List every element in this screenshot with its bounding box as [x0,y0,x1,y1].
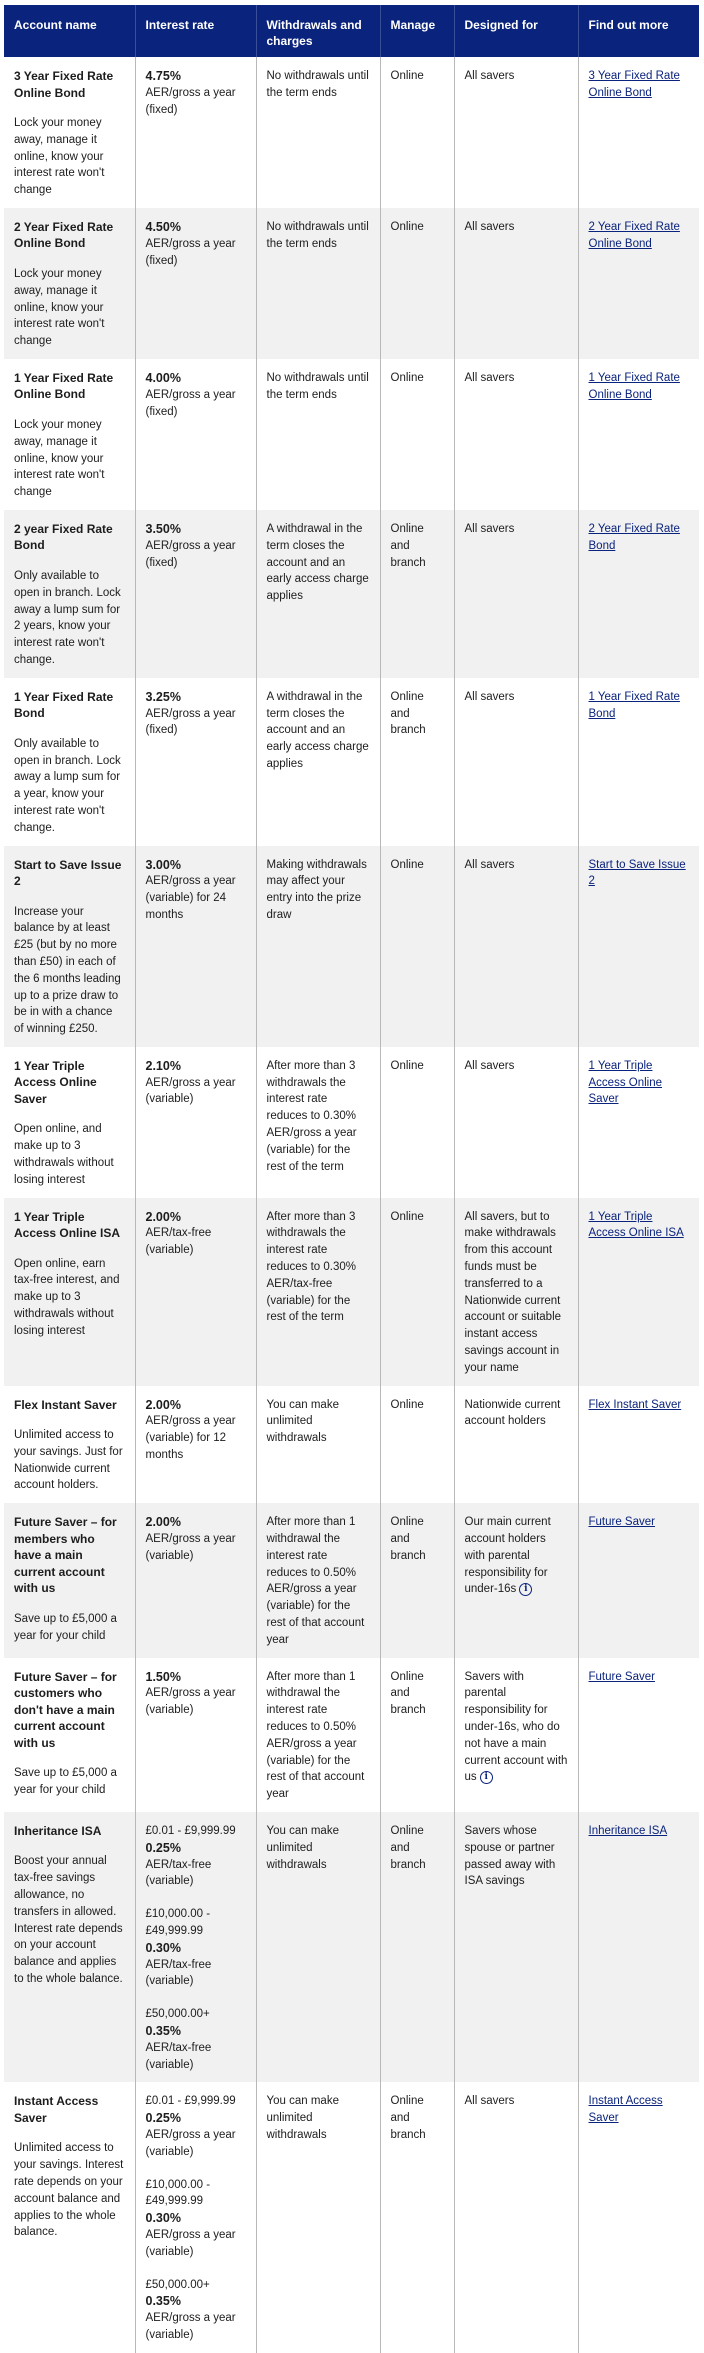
rate-tier [146,857,246,924]
account-name: 1 Year Triple Access Online ISA [14,1209,121,1241]
manage-cell [380,1198,454,1386]
table-row [4,57,699,208]
rate-terms: AER/gross a year (fixed) [145,237,236,267]
withdrawals-text: After more than 3 withdrawals the interest rate reduces to 0.30% AER/gross a year (variable) for the rest of the term [266,1059,357,1173]
rate-terms: AER/tax-free (variable) [145,1958,212,1988]
designed-for-cell [454,359,578,510]
interest-rate-cell [135,57,256,208]
rate-terms: AER/tax-free (variable) [145,1227,212,1257]
table-body [4,57,699,2353]
manage-cell [380,359,454,510]
rate-balance-band: £10,000.00 - £49,999.99 [145,1908,211,1937]
account-description: Only available to open in branch. Lock away a lump sum for 2 years, know your interest rate won't change. [14,569,121,666]
withdrawals-cell [256,359,380,510]
designed-for-text: All savers [464,1059,515,1072]
account-description: Increase your balance by at least £25 (but by no more than £50) in each of the 6 months leading up to a prize draw to be in with a chance of winning £250. [14,905,121,1036]
find-out-more-cell [578,208,699,359]
find-out-more-cell [578,1386,699,1504]
withdrawals-cell [256,846,380,1047]
account-description: Save up to £5,000 a year for your child [14,1767,117,1796]
rate-tier [146,2093,246,2160]
find-out-more-link[interactable]: 1 Year Fixed Rate Bond [588,690,680,720]
table-row [4,510,699,678]
withdrawals-cell [256,1503,380,1657]
withdrawals-cell [256,1047,380,1198]
rate-tier [146,1514,246,1564]
rate-terms: AER/gross a year (variable) for 24 months [145,875,236,921]
rate-value: 2.00% [145,1209,181,1224]
designed-for-text: All savers [464,220,515,233]
rate-terms: AER/gross a year (variable) [145,2312,236,2341]
withdrawals-cell [256,1198,380,1386]
designed-for-cell [454,510,578,678]
table-row [4,1812,699,2082]
withdrawals-text: A withdrawal in the term closes the account and an early access charge applies [266,690,369,770]
header-row [4,5,699,57]
manage-text: Online [390,70,424,82]
find-out-more-cell [578,846,699,1047]
manage-cell [380,846,454,1047]
rate-balance-band: £10,000.00 - £49,999.99 [145,2178,211,2208]
account-description: Boost your annual tax-free savings allowance, no transfers in allowed. Interest rate depends on your account balance and applies to the whole balance. [14,1855,123,1986]
find-out-more-cell [578,1047,699,1198]
manage-text: Online and branch [390,2095,426,2141]
account-name: 1 Year Fixed Rate Online Bond [14,370,114,402]
designed-for-text: All savers [464,858,515,871]
designed-for-cell [454,1198,578,1386]
manage-cell [380,1386,454,1504]
rate-value: 3.25% [145,689,181,704]
find-out-more-cell [578,1812,699,2082]
find-out-more-link[interactable]: Flex Instant Saver [588,1398,682,1411]
manage-cell [380,678,454,846]
account-name: 2 year Fixed Rate Bond [14,521,113,553]
account-description: Lock your money away, manage it online, know your interest rate won't change [14,418,105,499]
interest-rate-cell [135,1047,256,1198]
withdrawals-text: No withdrawals until the term ends [266,220,369,250]
manage-text: Online and branch [390,1670,426,1717]
account-name-cell [4,1503,135,1657]
manage-cell [380,1658,454,1812]
rate-value: 1.50% [145,1669,181,1684]
account-name-cell [4,1047,135,1198]
rate-value: 3.00% [145,857,181,872]
manage-text: Online [390,220,424,233]
interest-rate-cell [135,1503,256,1657]
find-out-more-cell [578,1198,699,1386]
table-row [4,359,699,510]
rate-value: 0.30% [145,1940,181,1955]
table-row [4,1198,699,1386]
rate-terms: AER/gross a year (fixed) [145,539,236,569]
rate-tier [146,2277,246,2344]
account-name-cell [4,2082,135,2352]
designed-for-text: All savers [464,690,515,703]
designed-for-wrap [465,1209,568,1377]
designed-for-wrap [465,1514,568,1598]
find-out-more-cell [578,2082,699,2352]
find-out-more-link[interactable]: 3 Year Fixed Rate Online Bond [588,70,680,99]
rate-balance-band: £0.01 - £9,999.99 [145,1824,236,1837]
interest-rate-cell [135,510,256,678]
account-name-cell [4,846,135,1047]
find-out-more-link[interactable]: 1 Year Triple Access Online Saver [588,1059,663,1106]
designed-for-text: All savers [464,522,515,535]
table-row [4,1658,699,1812]
header-designed-for: Designed for [454,5,578,57]
interest-rate-cell [135,359,256,510]
designed-for-wrap [465,1397,568,1431]
designed-for-text: All savers [464,371,515,384]
table-row [4,678,699,846]
rate-tier [146,1209,246,1259]
withdrawals-text: After more than 1 withdrawal the interest rate reduces to 0.50% AER/gross a year (variable) for the rest of that account year [266,1516,365,1646]
find-out-more-link[interactable]: Start to Save Issue 2 [588,858,686,888]
rate-value: 4.00% [145,370,181,385]
account-name: 1 Year Fixed Rate Bond [14,689,114,721]
table-header [4,5,699,57]
withdrawals-text: Making withdrawals may affect your entry into the prize draw [266,858,367,921]
account-name-cell [4,57,135,208]
rate-value: 0.25% [145,1840,181,1855]
manage-text: Online [390,1210,424,1223]
find-out-more-link[interactable]: Future Saver [588,1516,655,1529]
manage-text: Online and branch [390,1824,426,1871]
rate-terms: AER/gross a year (variable) [145,1533,236,1562]
withdrawals-cell [256,2082,380,2352]
find-out-more-cell [578,359,699,510]
rate-terms: AER/gross a year (variable) for 12 months [145,1415,236,1461]
withdrawals-text: A withdrawal in the term closes the account and an early access charge applies [266,522,369,603]
rate-value: 0.35% [145,2023,181,2038]
rate-tier [146,1397,246,1464]
savings-comparison-table [4,5,699,2353]
account-description: Lock your money away, manage it online, know your interest rate won't change [14,117,105,197]
find-out-more-cell [578,678,699,846]
designed-for-text: Nationwide current account holders [464,1398,561,1428]
withdrawals-cell [256,1658,380,1812]
find-out-more-cell [578,1658,699,1812]
designed-for-cell [454,1658,578,1812]
designed-for-cell [454,1503,578,1657]
manage-text: Online [390,1059,424,1072]
account-description: Only available to open in branch. Lock away a lump sum for a year, know your interest rate won't change. [14,737,121,834]
interest-rate-cell [135,846,256,1047]
rate-tier [146,68,246,118]
rate-tier [146,689,246,739]
interest-rate-cell [135,2082,256,2352]
designed-for-cell [454,2082,578,2352]
designed-for-wrap [465,219,568,236]
find-out-more-link[interactable]: 2 Year Fixed Rate Online Bond [588,220,680,250]
designed-for-cell [454,846,578,1047]
designed-for-text: Savers with parental responsibility for under-16s, who do not have a main current account with us [464,1670,568,1784]
account-name-cell [4,1812,135,2082]
rate-value: 0.25% [145,2111,181,2126]
manage-cell [380,510,454,678]
savings-comparison-table-wrapper [4,5,699,2353]
find-out-more-link[interactable]: 1 Year Fixed Rate Online Bond [588,371,680,401]
rate-value: 2.00% [145,1515,181,1530]
rate-terms: AER/gross a year (variable) [145,2128,236,2158]
rate-value: 2.10% [145,1058,181,1073]
manage-text: Online and branch [390,522,426,569]
designed-for-cell [454,1386,578,1504]
designed-for-wrap [465,1823,568,1890]
designed-for-cell [454,208,578,359]
manage-text: Online and branch [390,690,426,737]
account-name: Flex Instant Saver [14,1397,117,1412]
find-out-more-link[interactable]: Future Saver [588,1670,655,1683]
rate-terms: AER/tax-free (variable) [145,1858,212,1888]
rate-tier [146,1906,246,1990]
withdrawals-cell [256,510,380,678]
rate-balance-band: £50,000.00+ [145,2278,210,2291]
account-name: Instant Access Saver [14,2094,99,2125]
account-name-cell [4,1386,135,1504]
designed-for-text: All savers [464,70,515,82]
account-name: 3 Year Fixed Rate Online Bond [14,69,114,100]
designed-for-wrap [465,2093,568,2110]
find-out-more-link[interactable]: 2 Year Fixed Rate Bond [588,522,680,552]
manage-cell [380,208,454,359]
manage-cell [380,1047,454,1198]
rate-balance-band: £0.01 - £9,999.99 [145,2095,236,2108]
withdrawals-text: After more than 3 withdrawals the interest rate reduces to 0.30% AER/tax-free (variable) for the rest of the term [266,1210,357,1324]
account-name: Future Saver – for customers who don't have a main current account with us [14,1669,117,1750]
manage-text: Online and branch [390,1516,426,1562]
rate-balance-band: £50,000.00+ [145,2008,210,2021]
find-out-more-cell [578,57,699,208]
designed-for-text: Savers whose spouse or partner passed away with ISA savings [464,1824,556,1888]
withdrawals-cell [256,1812,380,2082]
rate-value: 2.00% [145,1397,181,1412]
interest-rate-cell [135,1812,256,2082]
designed-for-wrap [465,1058,568,1075]
rate-value: 4.75% [145,69,181,83]
account-description: Unlimited access to your savings. Just for Nationwide current account holders. [14,1429,123,1492]
rate-terms: AER/gross a year (fixed) [145,86,236,116]
withdrawals-text: No withdrawals until the term ends [266,371,369,401]
account-description: Unlimited access to your savings. Interest rate depends on your account balance and applies to the whole balance. [14,2142,124,2239]
interest-rate-cell [135,1198,256,1386]
info-icon[interactable]: i [480,1771,493,1784]
info-icon[interactable]: i [519,1583,532,1596]
withdrawals-text: You can make unlimited withdrawals [266,1824,339,1871]
find-out-more-link[interactable]: 1 Year Triple Access Online ISA [588,1210,684,1240]
table-row [4,1503,699,1657]
account-name: 2 Year Fixed Rate Online Bond [14,219,114,251]
designed-for-cell [454,1812,578,2082]
account-description: Lock your money away, manage it online, know your interest rate won't change [14,267,105,348]
rate-value: 0.35% [145,2294,181,2309]
rate-tier [146,1058,246,1108]
header-find-out-more: Find out more [578,5,699,57]
rate-terms: AER/tax-free (variable) [145,2041,212,2071]
withdrawals-text: No withdrawals until the term ends [266,70,369,99]
manage-text: Online [390,858,424,871]
designed-for-wrap [465,689,568,706]
find-out-more-link[interactable]: Inheritance ISA [588,1824,668,1837]
account-name: Start to Save Issue 2 [14,857,122,889]
table-row [4,1386,699,1504]
withdrawals-cell [256,208,380,359]
rate-terms: AER/gross a year (fixed) [145,388,236,418]
rate-terms: AER/gross a year (fixed) [145,707,236,737]
interest-rate-cell [135,678,256,846]
designed-for-text: Our main current account holders with parental responsibility for under-16s [464,1516,551,1596]
account-description: Open online, and make up to 3 withdrawals without losing interest [14,1123,114,1186]
rate-tier [146,370,246,420]
account-name-cell [4,1198,135,1386]
rate-tier [146,219,246,269]
table-row [4,2082,699,2352]
account-name-cell [4,678,135,846]
withdrawals-cell [256,678,380,846]
account-name: Future Saver – for members who have a main current account with us [14,1515,117,1596]
account-name: Inheritance ISA [14,1823,102,1838]
withdrawals-cell [256,57,380,208]
designed-for-text: All savers, but to make withdrawals from this account funds must be transferred to a Nationwide current account or suitable instant access savings account in your name [464,1210,562,1374]
account-name-cell [4,1658,135,1812]
header-account-name: Account name [4,5,135,57]
rate-tier [146,521,246,571]
account-name-cell [4,208,135,359]
find-out-more-cell [578,1503,699,1657]
table-row [4,208,699,359]
interest-rate-cell [135,1658,256,1812]
find-out-more-cell [578,510,699,678]
designed-for-wrap [465,857,568,874]
withdrawals-cell [256,1386,380,1504]
table-row [4,1047,699,1198]
withdrawals-text: You can make unlimited withdrawals [266,2095,339,2141]
withdrawals-text: After more than 1 withdrawal the interest rate reduces to 0.50% AER/gross a year (variable) for the rest of that account year [266,1670,365,1801]
rate-value: 0.30% [145,2211,181,2226]
manage-cell [380,1812,454,2082]
rate-tier [146,1823,246,1890]
manage-text: Online [390,1398,424,1411]
designed-for-wrap [465,68,568,85]
manage-cell [380,1503,454,1657]
account-description: Save up to £5,000 a year for your child [14,1612,117,1642]
rate-value: 3.50% [145,521,181,536]
designed-for-cell [454,57,578,208]
designed-for-cell [454,678,578,846]
header-interest-rate: Interest rate [135,5,256,57]
withdrawals-text: You can make unlimited withdrawals [266,1398,339,1445]
rate-value: 4.50% [145,219,181,234]
rate-tier [146,1669,246,1719]
designed-for-text: All savers [464,2095,515,2108]
manage-text: Online [390,371,424,384]
rate-terms: AER/gross a year (variable) [145,2228,236,2258]
rate-tier [146,2006,246,2073]
account-name-cell [4,510,135,678]
account-name: 1 Year Triple Access Online Saver [14,1058,97,1106]
interest-rate-cell [135,208,256,359]
designed-for-cell [454,1047,578,1198]
find-out-more-link[interactable]: Instant Access Saver [588,2095,663,2125]
designed-for-wrap [465,521,568,538]
rate-terms: AER/gross a year (variable) [145,1687,236,1717]
account-name-cell [4,359,135,510]
rate-tier [146,2177,246,2261]
designed-for-wrap [465,1669,568,1787]
designed-for-wrap [465,370,568,387]
interest-rate-cell [135,1386,256,1504]
manage-cell [380,2082,454,2352]
header-withdrawals-and-charges: Withdrawals and charges [256,5,380,57]
rate-terms: AER/gross a year (variable) [145,1076,236,1106]
table-row [4,846,699,1047]
header-manage: Manage [380,5,454,57]
account-description: Open online, earn tax-free interest, and make up to 3 withdrawals without losing interest [14,1257,120,1337]
manage-cell [380,57,454,208]
